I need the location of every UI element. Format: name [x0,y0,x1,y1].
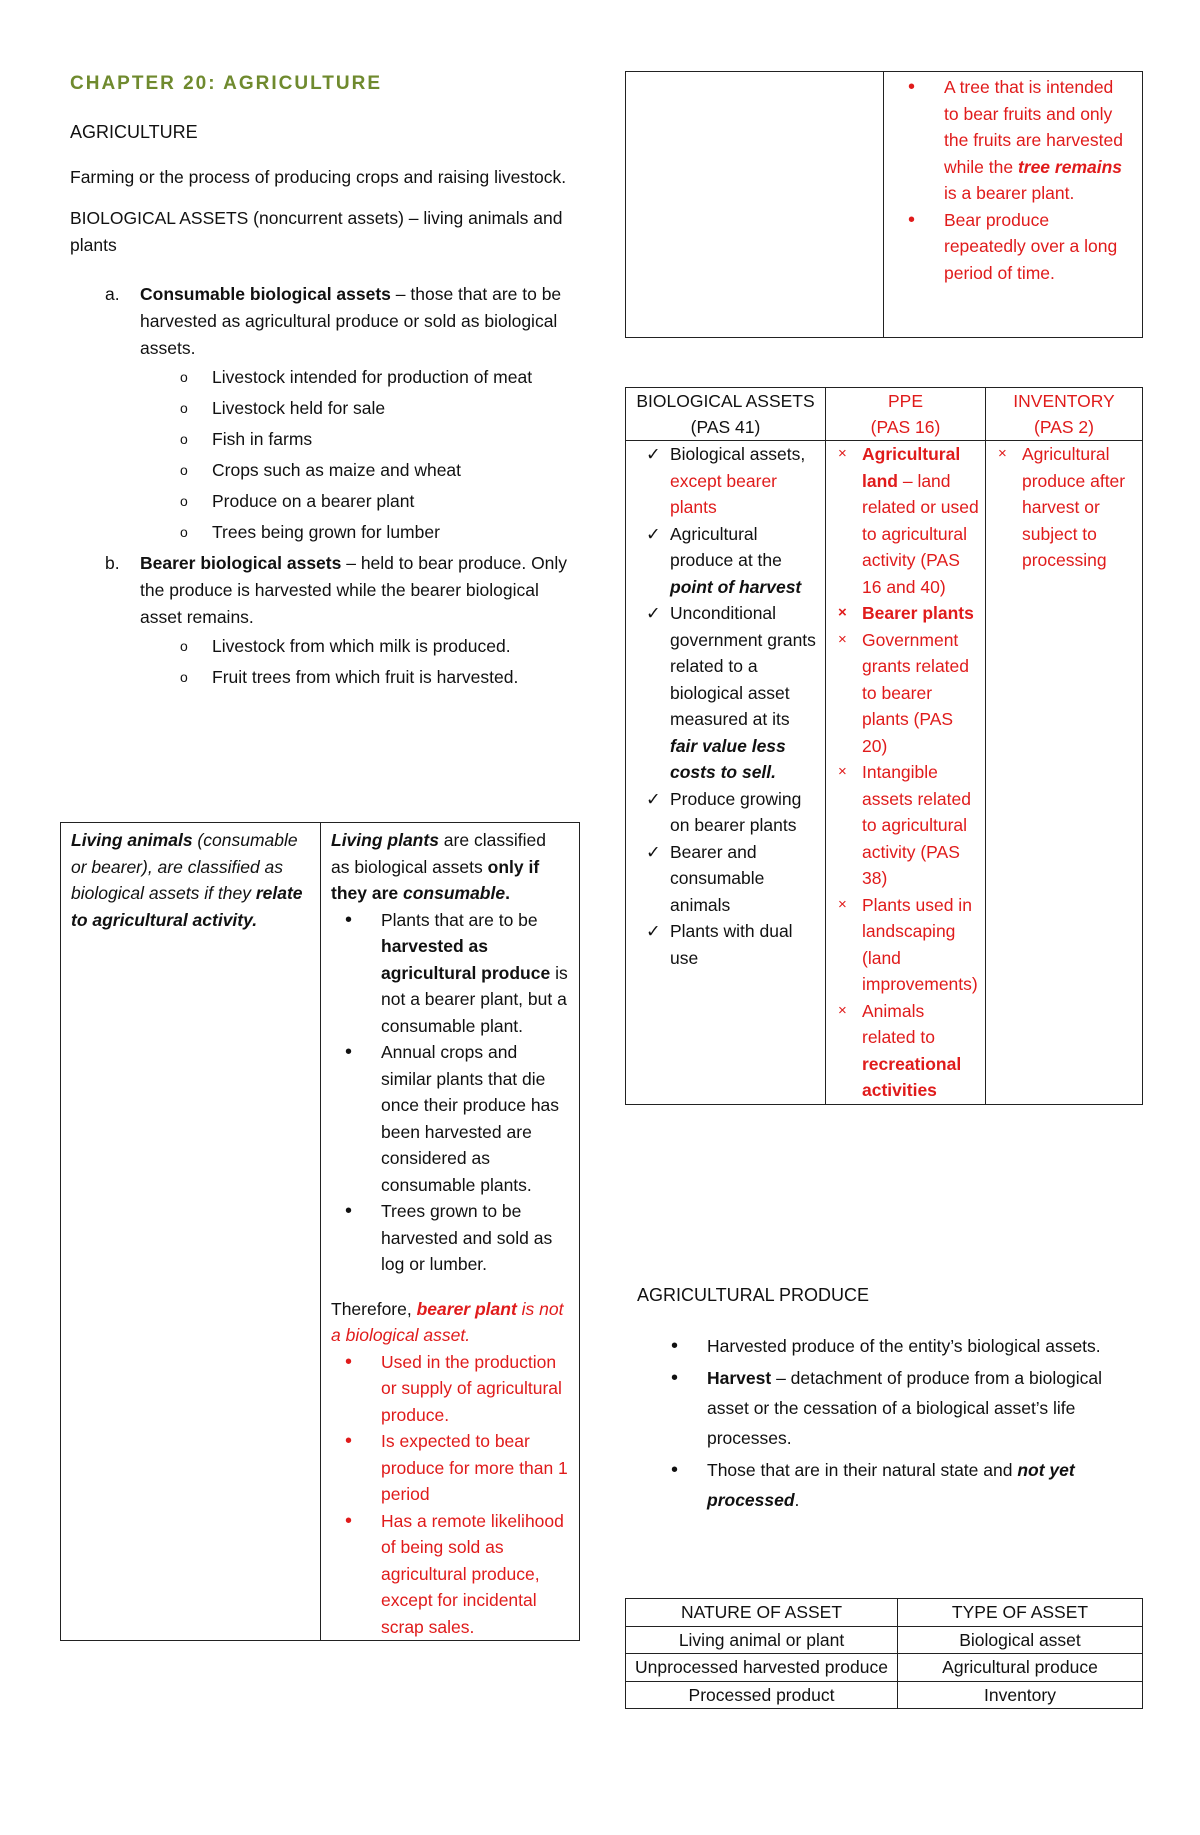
table-cell: Living animal or plant [626,1626,898,1654]
list-item: o Livestock intended for production of meat [180,364,580,391]
bearer-examples [180,633,580,691]
bearer-title: Bearer biological assets [140,553,342,573]
check-icon: ✓ [646,523,661,544]
cross-icon: × [838,630,847,648]
consumable-examples [180,364,580,546]
cross-icon: × [838,604,847,621]
produce-heading: AGRICULTURAL PRODUCE [637,1285,870,1305]
list-item: • Plants that are to be harvested as agricultural produce is not a bearer plant, but a consumable plant. [331,907,569,1040]
agricultural-produce-section [637,1282,1147,1517]
list-item: ✓ Bearer and consumable animals [630,839,821,919]
list-item: × Agricultural produce after harvest or subject to processing [990,441,1138,574]
list-item: • Annual crops and similar plants that die once their produce has been harvested are considered as consumable plants. [331,1039,569,1198]
list-item: • Used in the production or supply of agricultural produce. [331,1349,569,1429]
header-inventory: INVENTORY (PAS 2) [986,388,1143,441]
list-item: • Bear produce repeatedly over a long period of time. [894,207,1132,287]
table-row [626,1654,1143,1682]
list-item: × Animals related to recreational activities [830,998,981,1104]
list-item: • Those that are in their natural state and not yet processed. [637,1455,1147,1515]
list-item: o Fruit trees from which fruit is harvested. [180,664,580,691]
list-item: ✓ Unconditional government grants related to a biological asset measured at its fair value less costs to sell. [630,600,821,786]
list-item: × Agricultural land – land related or used to agricultural activity (PAS 16 and 40) [830,441,981,600]
living-plants-cell: Living plants are classified as biological assets only if they are consumable. • Plants that are to be harvested as agricultural produce is not a bearer plant, but a consumable plant. • Annual crops and similar plants that die once their produce has been harvested are considered as consumable plants. • Trees grown to be harvested and sold as log or lumber. Therefore, bearer plant is not a biological asset. • Used in the production or supply of agricultural produce. • Is expected to bear produce for more than 1 period • Has a remote likelihood of being sold as agricultural produce, except for incidental scrap sales. [321,823,580,1641]
biological-assets-heading: BIOLOGICAL ASSETS [70,208,249,228]
empty-cell [626,72,884,338]
asset-types-list [105,281,580,691]
list-item: o Fish in farms [180,426,580,453]
bearer-description-cell [884,72,1143,338]
list-item: • A tree that is intended to bear fruits and only the fruits are harvested while the tree remains is a bearer plant. [894,74,1132,207]
table-cell: Biological asset [898,1626,1143,1654]
list-item: • Harvest – detachment of produce from a biological asset or the cessation of a biological asset’s life processes. [637,1363,1147,1453]
header-nature: NATURE OF ASSET [626,1599,898,1627]
list-item: • Trees grown to be harvested and sold as log or lumber. [331,1198,569,1278]
list-item: o Livestock from which milk is produced. [180,633,580,660]
nature-of-asset-table [625,1598,1143,1709]
biological-cell [626,441,826,1105]
living-animals-cell: Living animals (consumable or bearer), are classified as biological assets if they relate to agricultural activity. [61,823,321,1641]
check-icon: ✓ [646,841,661,862]
list-item: • Harvested produce of the entity’s biological assets. [637,1331,1147,1361]
list-item: o Livestock held for sale [180,395,580,422]
list-item: o Crops such as maize and wheat [180,457,580,484]
bearer-description-list [894,74,1132,286]
cross-icon: × [838,1001,847,1019]
list-item: ✓ Produce growing on bearer plants [630,786,821,839]
list-item: • Is expected to bear produce for more than 1 period [331,1428,569,1508]
header-type: TYPE OF ASSET [898,1599,1143,1627]
produce-list [637,1331,1147,1515]
check-icon: ✓ [646,444,661,464]
list-item: × Bearer plants [830,600,981,627]
bearer-continuation-table [625,71,1143,338]
list-item: × Plants used in landscaping (land improvements) [830,892,981,998]
inventory-list [990,441,1138,574]
check-icon: ✓ [646,788,661,809]
check-icon: ✓ [646,603,661,623]
cross-icon: × [838,895,847,913]
table-row [626,1626,1143,1654]
table-cell: Inventory [898,1681,1143,1709]
table-cell: Processed product [626,1681,898,1709]
cross-icon: × [998,445,1007,462]
left-column [70,70,580,695]
header-biological: BIOLOGICAL ASSETS (PAS 41) [626,388,826,441]
therefore-line: Therefore, bearer plant is not a biological asset. [331,1298,564,1345]
list-item: × Government grants related to bearer plants (PAS 20) [830,627,981,760]
table-row [626,1681,1143,1709]
bearer-item: b. Bearer biological assets – held to bear produce. Only the produce is harvested while the bearer biological asset remains. o Livestock from which milk is produced. o Fruit trees from which fruit is harvested. [140,550,580,691]
cross-icon: × [838,445,847,462]
list-item: • Has a remote likelihood of being sold as agricultural produce, except for incidental scrap sales. [331,1508,569,1641]
table-cell: Unprocessed harvested produce [626,1654,898,1682]
list-item: ✓ Agricultural produce at the point of harvest [630,521,821,601]
consumable-item: a. Consumable biological assets – those that are to be harvested as agricultural produce or sold as biological assets. o Livestock intended for production of meat o Livestock held for sale o Fish in farms o Crops such as maize and wheat o Produce on a bearer plant o Trees being grown for lumber [140,281,580,546]
list-item: × Intangible assets related to agricultural activity (PAS 38) [830,759,981,892]
inventory-cell [986,441,1143,1105]
list-item: o Produce on a bearer plant [180,488,580,515]
classification-table [625,387,1143,1105]
cross-icon: × [838,763,847,780]
biological-list [630,441,821,971]
list-item: o Trees being grown for lumber [180,519,580,546]
bearer-plant-criteria [331,1349,569,1641]
living-table [60,822,580,1641]
check-icon: ✓ [646,921,661,941]
agriculture-heading: AGRICULTURE [70,122,198,142]
list-item: ✓ Plants with dual use [630,918,821,971]
ppe-list [830,441,981,1104]
list-item: ✓ Biological assets, except bearer plants [630,441,821,521]
ppe-cell [826,441,986,1105]
chapter-title: CHAPTER 20: AGRICULTURE [70,73,383,94]
header-ppe: PPE (PAS 16) [826,388,986,441]
nature-table-body [626,1626,1143,1709]
agriculture-definition: Farming or the process of producing crops and raising livestock. [70,167,567,187]
consumable-title: Consumable biological assets [140,284,391,304]
biological-assets-definition: BIOLOGICAL ASSETS (noncurrent assets) – living animals and plants [70,208,563,255]
plants-list [331,907,569,1278]
table-cell: Agricultural produce [898,1654,1143,1682]
